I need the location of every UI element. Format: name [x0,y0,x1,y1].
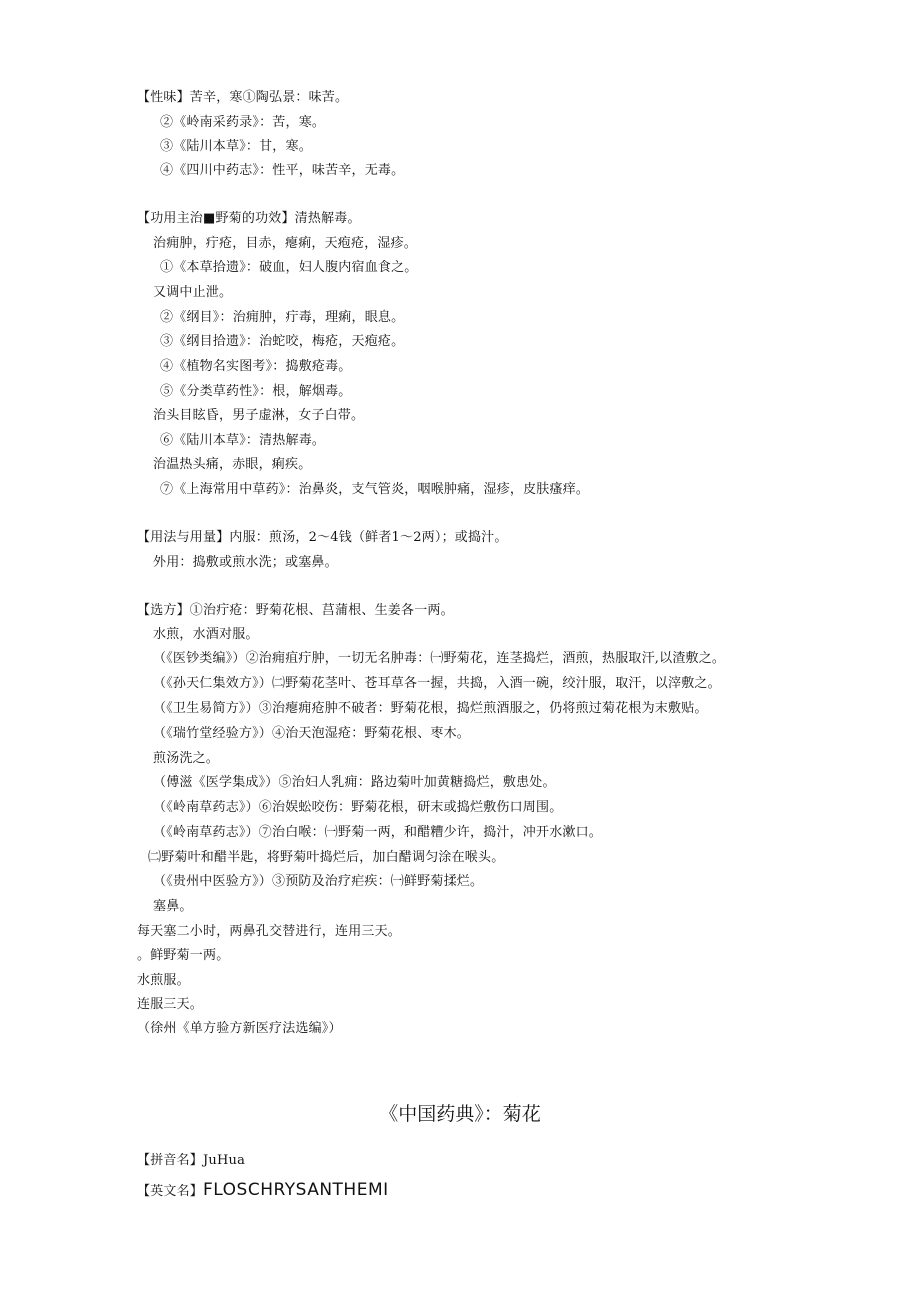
text-line: 水煎，水酒对服。 [153,627,259,642]
text-line: ②《岭南采药录》：苦，寒。 [160,115,326,130]
text-line: （徐州《单方验方新医疗法选编》） [137,1021,342,1036]
text-line: 每天塞二小时，两鼻孔交替进行，连用三天。 [137,924,402,939]
text-line: （《医钞类编》）②治痈疽疔肿，一切无名肿毒：㈠野菊花，连茎捣烂，酒煎，热服取汗,以渣敷之。 [153,651,726,666]
text-line: ④《植物名实图考》：捣敷疮毒。 [160,359,352,374]
pinyin-value: JuHua [203,1153,246,1168]
text-line: ③《纲目拾遗》：治蛇咬，梅疮，天疱疮。 [160,334,405,349]
text-line: 治痈肿，疔疮，目赤，瘪痢，天疱疮，湿疹。 [153,236,418,251]
english-value: FLOSCHRYSANTHEMI [203,1180,389,1200]
text-line: 【性味】苦辛，寒①陶弘景：味苦。 [137,90,349,105]
text-line: （《贵州中医验方》）③预防及治疗疟疾：㈠鲜野菊揉烂。 [153,874,484,889]
text-line: ㈡野菊叶和醋半匙，将野菊叶捣烂后，加白醋调匀涂在喉头。 [148,850,505,865]
english-name-line [137,1180,389,1202]
text-line: 水煎服。 [137,973,190,988]
text-line: ①《本草拾遗》：破血，妇人腹内宿血食之。 [160,260,418,275]
text-line: ③《陆川本草》：甘，寒。 [160,139,312,154]
text-line: 连服三天。 [137,997,204,1012]
text-line: 又调中止泄。 [153,285,233,300]
section-title: 《中国药典》：菊花 [379,1103,541,1125]
text-line: ④《四川中药志》：性平，味苦辛，无毒。 [160,163,405,178]
text-line: 外用：捣敷或煎水洗；或塞鼻。 [153,555,338,570]
text-line: ⑤《分类草药性》：根，解烟毒。 [160,384,352,399]
text-line: 煎汤洗之。 [153,751,220,766]
text-line: （傅滋《医学集成》）⑤治妇人乳痈：路边菊叶加黄糖捣烂，敷患处。 [153,775,556,790]
text-line: 塞鼻。 [153,899,193,914]
text-line: 。鲜野菊一两。 [137,948,230,963]
text-line: （《瑞竹堂经验方》）④治天泡湿疮：野菊花根、枣木。 [153,726,471,741]
text-line: （《卫生易简方》）③治瘪痈疮肿不破者：野菊花根，捣烂煎酒服之，仍将煎过菊花根为末敷贴。 [153,701,708,716]
pinyin-line [137,1153,245,1169]
text-line: 治温热头痛，赤眼，痢疾。 [153,457,312,472]
text-line: ⑥《陆川本草》：清热解毒。 [160,433,326,448]
text-line: （《孙天仁集效方》）㈡野菊花茎叶、苍耳草各一握，共捣，入酒一碗，绞汁服，取汗，以滓敷之。 [153,676,721,691]
text-line: 治头目眩昏，男子虚淋，女子白带。 [153,408,365,423]
text-line: ⑦《上海常用中草药》：治鼻炎，支气管炎，咽喉肿痛，湿疹，皮肤瘙痒。 [160,482,590,497]
pinyin-label: 【拼音名】 [137,1153,204,1168]
text-line: 【选方】①治疔疮：野菊花根、莒蒲根、生姜各一两。 [137,603,454,618]
text-line: （《岭南草药志》）⑥治娱蚣咬伤：野菊花根，研末或捣烂敷伤口周围。 [153,800,563,815]
text-line: （《岭南草药志》）⑦治白喉：㈠野菊一两，和醋糟少许，捣汁，冲开水漱口。 [153,825,603,840]
text-line: ②《纲目》：治痈肿，疔毒，理痢，眼息。 [160,310,405,325]
text-line: 【功用主治■野菊的功效】清热解毒。 [137,211,361,226]
text-line: 【用法与用量】内服：煎汤，2〜4钱（鲜者1〜2两）；或捣汁。 [137,530,508,545]
english-label: 【英文名】 [137,1184,204,1199]
